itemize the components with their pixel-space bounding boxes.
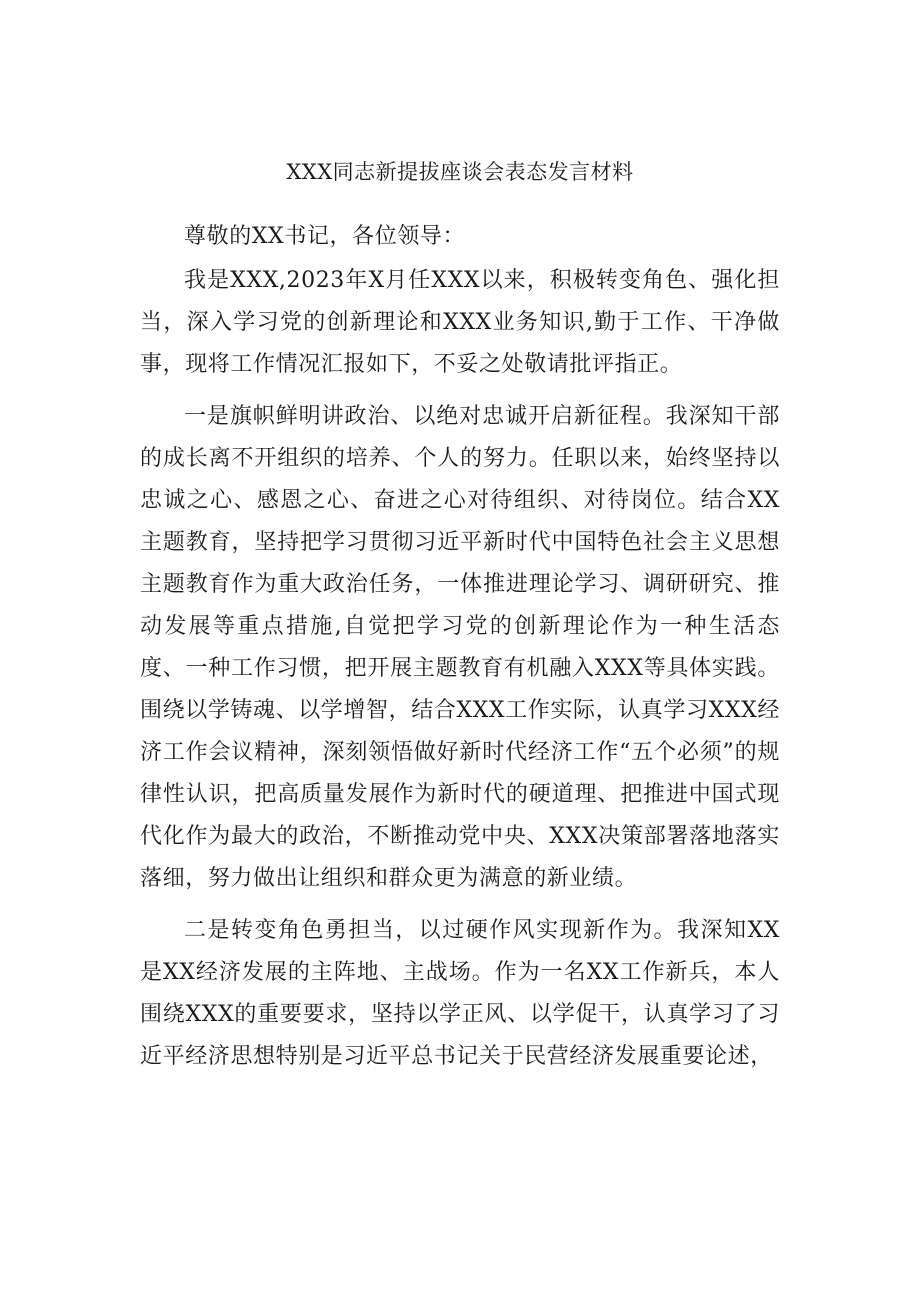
document-body [140, 216, 780, 1078]
document-title: XXX同志新提拔座谈会表态发言材料 [286, 160, 634, 184]
paragraph-intro: 我是XXX,2023年X月任XXX以来，积极转变角色、强化担当，深入学习党的创新理论和XXX业务知识,勤于工作、干净做事，现将工作情况汇报如下，不妥之处敬请批评指正。 [140, 268, 780, 377]
salutation: 尊敬的XX书记，各位领导： [184, 224, 466, 249]
paragraph-point-one: 一是旗帜鲜明讲政治、以绝对忠诚开启新征程。我深知干部的成长离不开组织的培养、个人的努力。任职以来，始终坚持以忠诚之心、感恩之心、奋进之心对待组织、对待岗位。结合XX主题教育，坚持把学习贯彻习近平新时代中国特色社会主义思想主题教育作为重大政治任务，一体推进理论学习、调研研究、推动发展等重点措施,自觉把学习党的创新理论作为一种生活态度、一种工作习惯，把开展主题教育有机融入XXX等具体实践。围绕以学铸魂、以学增智，结合XXX工作实际，认真学习XXX经济工作会议精神，深刻领悟做好新时代经济工作“五个必须”的规律性认识，把高质量发展作为新时代的硬道理、把推进中国式现代化作为最大的政治，不断推动党中央、XXX决策部署落地落实落细，努力做出让组织和群众更为满意的新业绩。 [140, 404, 780, 891]
paragraph-point-two: 二是转变角色勇担当，以过硬作风实现新作为。我深知XX是XX经济发展的主阵地、主战场。作为一名XX工作新兵，本人围绕XXX的重要要求，坚持以学正风、以学促干，认真学习了习近平经济思想特别是习近平总书记关于民营经济发展重要论述， [140, 918, 780, 1069]
